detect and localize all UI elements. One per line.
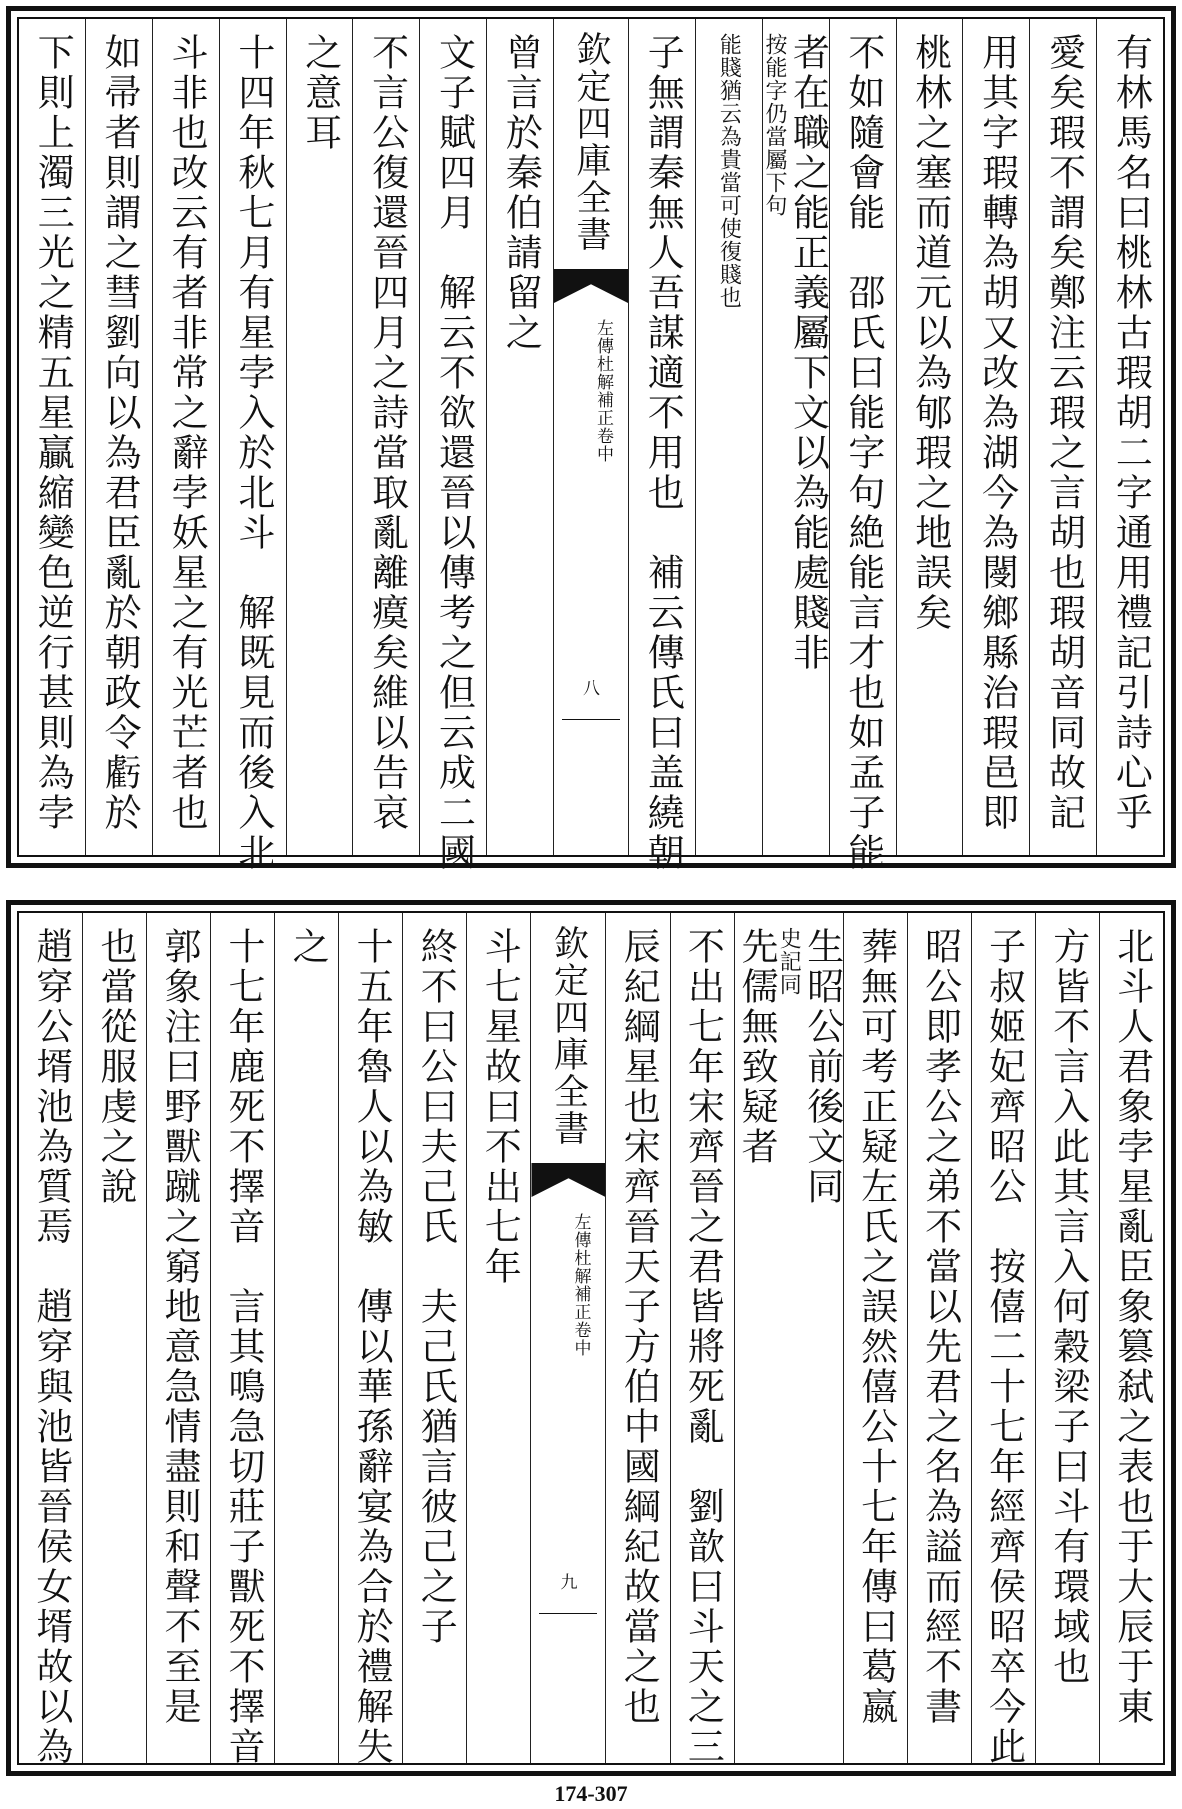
column-text: 生昭公前後文同 xyxy=(800,927,844,1207)
text-column xyxy=(734,913,843,1763)
book-title: 欽定四庫全書 xyxy=(571,31,611,253)
column-text: 之 xyxy=(286,927,330,967)
text-column xyxy=(419,19,486,873)
center-fold-column xyxy=(553,19,628,855)
text-column xyxy=(762,19,829,855)
text-column xyxy=(146,913,210,1763)
text-column xyxy=(19,19,85,855)
column-text: 郭象注曰野獸蹴之窮地意急情盡則和聲不至是 xyxy=(158,927,201,1727)
column-text: 十五年魯人以為敏 傳以華孫辭宴為合於禮解失 xyxy=(350,927,394,1767)
upper-page-columns xyxy=(17,17,1165,873)
center-rule xyxy=(562,719,620,720)
lower-page xyxy=(6,900,1176,1776)
leaf-number: 九 xyxy=(556,1573,577,1590)
text-column xyxy=(1029,19,1096,855)
text-column xyxy=(210,913,274,1767)
column-text: 辰紀綱星也宋齊晉天子方伯中國綱紀故當之也 xyxy=(617,927,661,1727)
text-column xyxy=(962,19,1029,855)
text-column xyxy=(971,913,1035,1767)
text-column xyxy=(605,913,669,1763)
text-column xyxy=(402,913,466,1763)
text-column xyxy=(338,913,402,1767)
text-column xyxy=(19,913,82,1767)
column-text: 愛矣瑕不謂矣鄭注云瑕之言胡也瑕胡音同故記 xyxy=(1042,33,1086,833)
column-text-continued: 先儒無致疑者 xyxy=(735,927,779,1167)
text-column xyxy=(907,913,971,1763)
column-text: 文子賦四月 解云不欲還晉以傳考之但云成二國 xyxy=(432,33,476,873)
text-column xyxy=(829,19,896,873)
center-rule xyxy=(539,1613,597,1614)
column-text: 之意耳 xyxy=(298,33,342,153)
text-column xyxy=(670,913,734,1767)
text-column xyxy=(1035,913,1099,1763)
column-text: 不言公復還晉四月之詩當取亂離瘼矣維以告哀 xyxy=(365,33,409,833)
text-column xyxy=(85,19,152,855)
column-text: 有林馬名曰桃林古瑕胡二字通用禮記引詩心乎 xyxy=(1109,33,1153,833)
column-text: 如帚者則謂之彗劉向以為君臣亂於朝政令虧於 xyxy=(98,33,142,833)
column-text: 桃林之塞而道元以為郇瑕之地誤矣 xyxy=(908,33,952,633)
text-column xyxy=(843,913,907,1763)
text-column xyxy=(695,19,762,855)
text-column xyxy=(486,19,553,855)
text-column xyxy=(1096,19,1163,855)
column-text: 終不曰公曰夫己氏 夫己氏猶言彼己之子 xyxy=(414,927,458,1647)
interlinear-note: 史記同 xyxy=(776,927,802,996)
center-fold-column xyxy=(530,913,605,1763)
text-column xyxy=(1099,913,1163,1763)
text-column xyxy=(466,913,530,1763)
column-text: 葬無可考正疑左氏之誤然僖公十七年傳曰葛嬴 xyxy=(854,927,898,1727)
column-text: 十七年鹿死不擇音 言其鳴急切莊子獸死不擇音 xyxy=(222,927,266,1767)
column-text: 斗七星故曰不出七年 xyxy=(478,927,522,1287)
column-text: 不出七年宋齊晉之君皆將死亂 劉歆曰斗天之三 xyxy=(681,927,725,1767)
column-text: 用其字瑕轉為胡又改為湖今為閿鄉縣治瑕邑即 xyxy=(975,33,1019,833)
column-text: 趙穿公壻池為質焉 趙穿與池皆晉侯女壻故以為 xyxy=(29,927,73,1767)
text-column xyxy=(274,913,338,1763)
column-text: 子叔姬妃齊昭公 按僖二十七年經齊侯昭卒今此 xyxy=(982,927,1026,1767)
text-column xyxy=(352,19,419,855)
column-text: 昭公即孝公之弟不當以先君之名為謚而經不書 xyxy=(918,927,962,1727)
column-text: 斗非也改云有者非常之辭孛妖星之有光芒者也 xyxy=(164,33,208,833)
interlinear-note: 能賤猶云為貴當可使復賤也 xyxy=(716,33,742,309)
book-title: 欽定四庫全書 xyxy=(548,925,589,1147)
column-text: 下則上濁三光之精五星贏縮變色逆行甚則為孛 xyxy=(31,33,75,833)
interlinear-note: 按能字仍當屬下句 xyxy=(761,33,787,217)
upper-page xyxy=(6,6,1176,873)
column-text: 也當從服虔之說 xyxy=(93,927,137,1207)
text-column xyxy=(219,19,286,873)
volume-label: 左傳杜解補正卷中 xyxy=(570,1213,591,1357)
text-column xyxy=(628,19,695,873)
column-text: 子無謂秦無人吾謀適不用也 補云傳氏曰盖繞朝 xyxy=(641,33,685,873)
lower-page-columns xyxy=(17,911,1165,1765)
text-column xyxy=(286,19,353,855)
column-text: 北斗人君象孛星亂臣象篡弑之表也于大辰于東 xyxy=(1110,927,1154,1727)
column-text: 十四年秋七月有星孛入於北斗 解既見而後入北 xyxy=(231,33,275,873)
text-column xyxy=(896,19,963,855)
column-text: 者在職之能正義屬下文以為能處賤非 xyxy=(786,33,830,673)
column-text: 不如隨會能 邵氏曰能字句絶能言才也如孟子能 xyxy=(841,33,885,873)
page-number-footer: 174-307 xyxy=(554,1781,628,1806)
column-text: 方皆不言入此其言入何穀梁子曰斗有環域也 xyxy=(1046,927,1090,1687)
text-column xyxy=(152,19,219,855)
column-text: 曾言於秦伯請留之 xyxy=(499,33,543,353)
volume-label: 左傳杜解補正卷中 xyxy=(593,319,613,463)
text-column xyxy=(82,913,146,1763)
leaf-number: 八 xyxy=(579,679,599,696)
